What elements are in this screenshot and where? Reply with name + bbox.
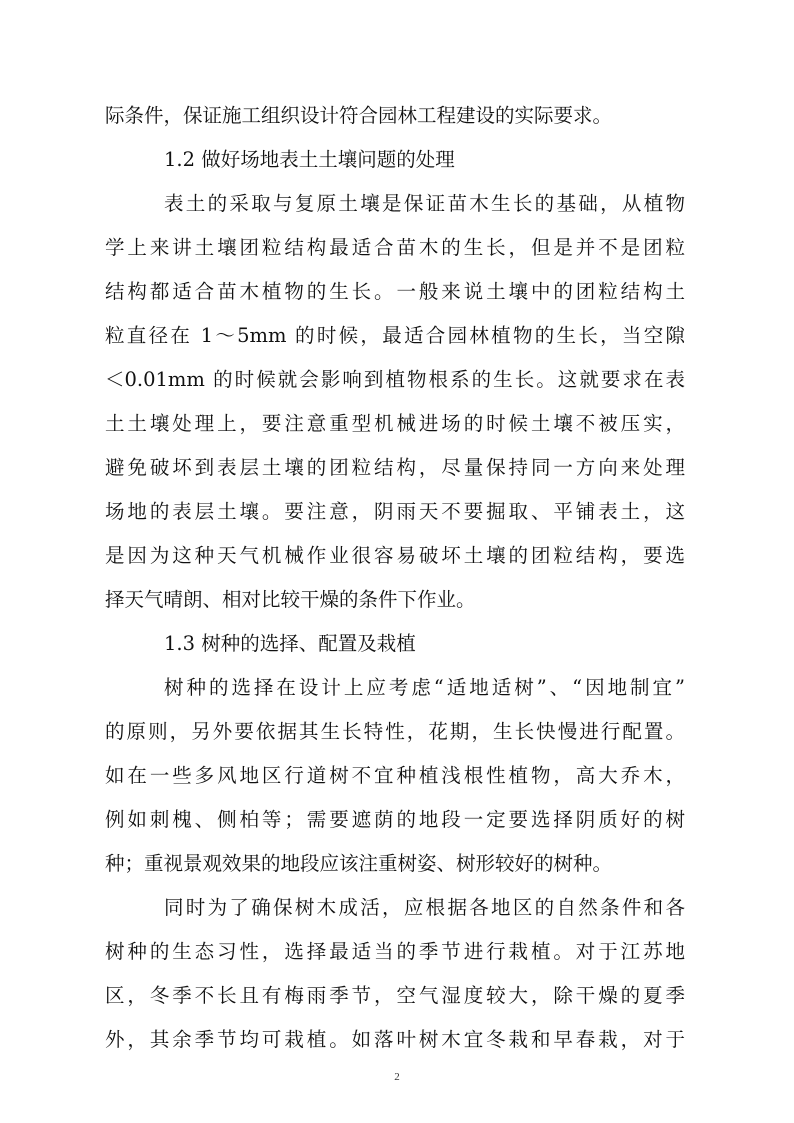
paragraph-line: 际条件，保证施工组织设计符合园林工程建设的实际要求。 [105, 104, 613, 127]
section-heading: 1.3 树种的选择、配置及栽植 [164, 632, 416, 655]
paragraph-line: 场地的表层土壤。要注意，阴雨天不要掘取、平铺表土，这 [105, 500, 685, 523]
paragraph-line: 树种的选择在设计上应考虑“适地适树”、“因地制宜” [164, 676, 685, 699]
page-number: 2 [394, 1071, 400, 1083]
paragraph-line: 树种的生态习性，选择最适当的季节进行栽植。对于江苏地 [105, 940, 685, 963]
paragraph-line: 学上来讲土壤团粒结构最适合苗木的生长，但是并不是团粒 [105, 236, 685, 259]
paragraph-line: 区，冬季不长且有梅雨季节，空气湿度较大，除干燥的夏季 [105, 984, 685, 1007]
paragraph-line: 外，其余季节均可栽植。如落叶树木宜冬栽和早春栽，对于 [105, 1028, 685, 1051]
section-heading: 1.2 做好场地表土土壤问题的处理 [164, 148, 455, 171]
paragraph-line: 的原则，另外要依据其生长特性，花期，生长快慢进行配置。 [105, 720, 685, 743]
paragraph-line: 避免破坏到表层土壤的团粒结构，尽量保持同一方向来处理 [105, 456, 685, 479]
paragraph-line: ＜0.01mm 的时候就会影响到植物根系的生长。这就要求在表 [105, 368, 685, 391]
paragraph-line: 种；重视景观效果的地段应该注重树姿、树形较好的树种。 [105, 852, 613, 875]
paragraph-line: 结构都适合苗木植物的生长。一般来说土壤中的团粒结构土 [105, 280, 685, 303]
paragraph-line: 表土的采取与复原土壤是保证苗木生长的基础，从植物 [164, 192, 685, 215]
paragraph-line: 同时为了确保树木成活，应根据各地区的自然条件和各 [164, 896, 685, 919]
paragraph-line: 是因为这种天气机械作业很容易破坏土壤的团粒结构，要选 [105, 544, 685, 567]
paragraph-line: 粒直径在 1～5mm 的时候，最适合园林植物的生长，当空隙 [105, 324, 685, 347]
paragraph-line: 如在一些多风地区行道树不宜种植浅根性植物，高大乔木， [105, 764, 685, 787]
paragraph-line: 择天气晴朗、相对比较干燥的条件下作业。 [105, 588, 476, 611]
paragraph-line: 土土壤处理上，要注意重型机械进场的时候土壤不被压实， [105, 412, 685, 435]
paragraph-line: 例如刺槐、侧柏等；需要遮荫的地段一定要选择阴质好的树 [105, 808, 685, 831]
